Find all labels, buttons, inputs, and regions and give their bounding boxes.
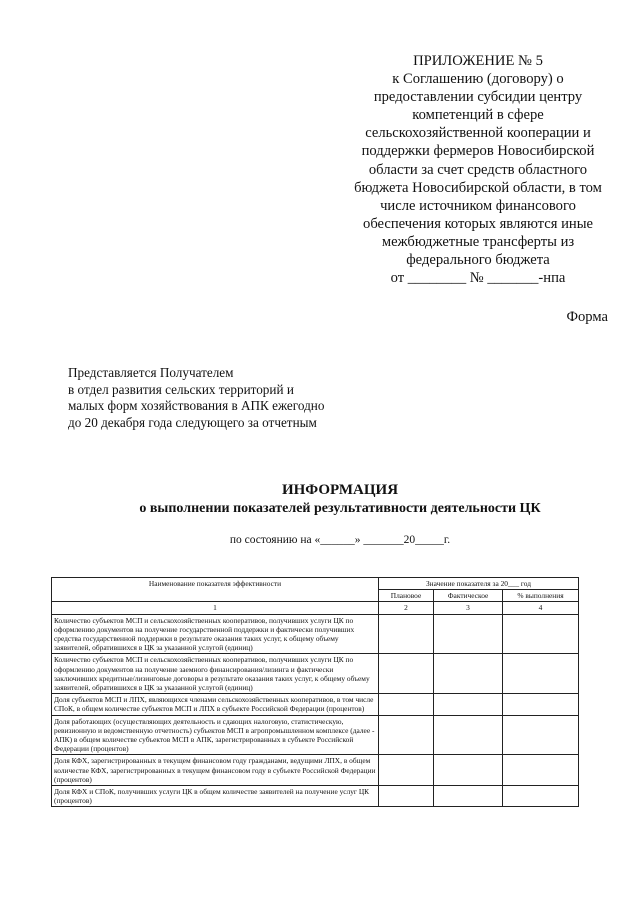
planned-value-cell[interactable] [379,786,434,807]
header-percent: % выполнения [503,590,579,602]
percent-value-cell[interactable] [503,786,579,807]
table-row [52,694,579,715]
appendix-line: ПРИЛОЖЕНИЕ № 5 [413,53,543,69]
table-row [52,786,579,807]
submission-line: малых форм хозяйствования в АПК ежегодно [68,398,325,414]
table-row [52,654,579,694]
appendix-line: бюджета Новосибирской области, в том [354,179,602,196]
appendix-line: межбюджетные трансферты из [381,233,575,250]
appendix-date-number-line: от ________ № _______-нпа [390,270,566,287]
header-actual: Фактическое [434,590,503,602]
appendix-line: федерального бюджета [406,252,550,269]
percent-value-cell[interactable] [503,694,579,715]
document-subtitle: о выполнении показателей результативности деятельности ЦК [139,501,541,516]
form-label: Форма [566,309,608,325]
as-of-date-line: по состоянию на «______» _______20_____г. [229,534,451,546]
table-number-row [52,602,579,614]
appendix-block [340,52,616,287]
appendix-line: числе источником финансового [380,197,576,214]
appendix-line: обеспечения которых являются иные [363,215,593,232]
submission-line: до 20 декабря года следующего за отчетным [68,414,317,430]
indicators-table [51,577,579,807]
table-row [52,614,579,654]
indicator-name-cell: Количество субъектов МСП и сельскохозяйственных кооперативов, получивших услуги ЦК по оформлению документов на получение заемного финансирования/лизинга и фактически заключивших кредитные/лизинговые договоры в результате оказания таких услуг, к общему объему заявителей, обратившихся в ЦК за указанной услугой (единиц) [52,654,379,694]
appendix-line: сельскохозяйственной кооперации и [365,125,591,142]
indicator-name-cell: Доля работающих (осуществляющих деятельность и сдающих налоговую, статистическую, ревизионную и ведомственную отчетность) субъектов МСП в агропромышленном комплексе (далее - АПК) в общем количестве субъектов МСП в АПК, зарегистрированных в субъекте Российской Федерации (процентов) [52,715,379,755]
submission-line: в отдел развития сельских территорий и [68,381,294,397]
column-number: 2 [379,602,434,614]
submission-note [68,365,324,431]
actual-value-cell[interactable] [434,614,503,654]
appendix-line: компетенций в сфере [412,107,544,124]
actual-value-cell[interactable] [434,694,503,715]
planned-value-cell[interactable] [379,755,434,786]
column-number: 4 [503,602,579,614]
percent-value-cell[interactable] [503,755,579,786]
planned-value-cell[interactable] [379,694,434,715]
column-number: 1 [52,602,379,614]
table-header-row [52,578,579,590]
appendix-line: поддержки фермеров Новосибирской [361,143,595,160]
planned-value-cell[interactable] [379,715,434,755]
header-value-group: Значение показателя за 20___ год [379,578,579,590]
appendix-line: области за счет средств областного [368,161,588,178]
actual-value-cell[interactable] [434,786,503,807]
indicator-name-cell: Количество субъектов МСП и сельскохозяйственных кооперативов, получивших услуги ЦК по оформлению документов на получение государственной поддержки и фактически получивших средства государственной поддержки в результате оказания таких услуг, к общему объему заявителей, обратившихся в ЦК за указанной услугой (единиц) [52,614,379,654]
actual-value-cell[interactable] [434,755,503,786]
appendix-line: предоставлении субсидии центру [373,89,583,106]
submission-line: Представляется Получателем [68,365,234,380]
actual-value-cell[interactable] [434,715,503,755]
percent-value-cell[interactable] [503,614,579,654]
table-row [52,715,579,755]
planned-value-cell[interactable] [379,654,434,694]
indicator-name-cell: Доля КФХ, зарегистрированных в текущем финансовом году гражданами, ведущими ЛПХ, в общем количестве КФХ, зарегистрированных в текущем финансовом году в субъекте Российской Федерации (процентов) [52,755,379,786]
header-planned: Плановое [379,590,434,602]
indicator-name-cell: Доля субъектов МСП и ЛПХ, являющихся членами сельскохозяйственных кооперативов, в том числе СПоК, в общем количестве субъектов МСП и ЛПХ в субъекте Российской Федерации (процентов) [52,694,379,715]
planned-value-cell[interactable] [379,614,434,654]
actual-value-cell[interactable] [434,654,503,694]
column-number: 3 [434,602,503,614]
header-indicator-name: Наименование показателя эффективности [52,578,379,602]
indicator-name-cell: Доля КФХ и СПоК, получивших услуги ЦК в общем количестве заявителей на получение услуг ЦК (процентов) [52,786,379,807]
percent-value-cell[interactable] [503,654,579,694]
document-title: ИНФОРМАЦИЯ [281,482,399,498]
appendix-line: к Соглашению (договору) о [392,71,564,88]
percent-value-cell[interactable] [503,715,579,755]
table-row [52,755,579,786]
